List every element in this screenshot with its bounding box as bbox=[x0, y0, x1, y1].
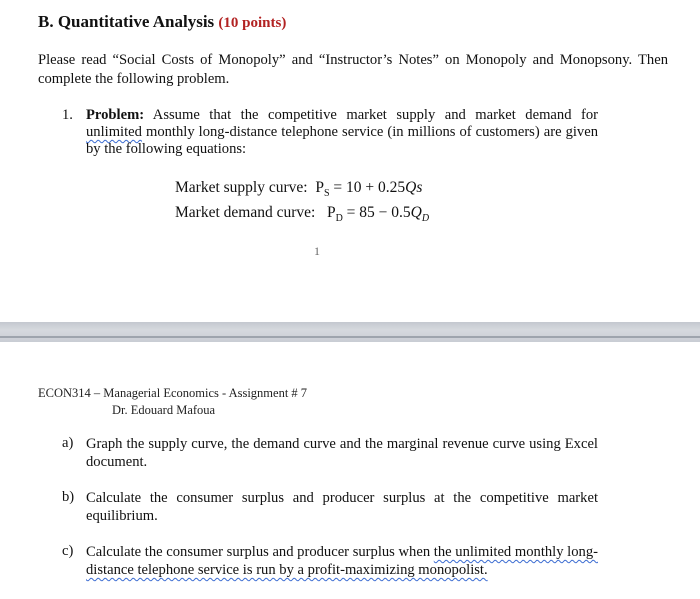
question-a-text: Graph the supply curve, the demand curve and the marginal revenue curve using Excel document. bbox=[86, 436, 598, 470]
question-c-label: c) bbox=[62, 543, 74, 559]
intro-paragraph: Please read “Social Costs of Monopoly” and “Instructor’s Notes” on Monopoly and Monopsony. Then complete the following problem. bbox=[38, 52, 668, 87]
instructor-name: Dr. Edouard Mafoua bbox=[112, 403, 216, 417]
underlined-word: unlimited bbox=[86, 124, 142, 140]
question-c-text bbox=[86, 543, 598, 579]
demand-label: Market demand curve: bbox=[175, 204, 316, 221]
section-title: B. Quantitative Analysis bbox=[38, 12, 215, 31]
problem-text-before: Assume that the competitive market supply and market demand for bbox=[152, 107, 598, 123]
question-c-underlined: the unlimited monthly long-distance telephone service is run by a profit-maximizing monopolist. bbox=[86, 544, 598, 578]
question-a-label: a) bbox=[62, 435, 74, 451]
supply-equation: Market supply curve: $P_S = 10 + 0.25Qs$ bbox=[175, 179, 423, 200]
demand-equation: Market demand curve: $P_D = 85 - 0.5Q_D$ bbox=[175, 204, 430, 225]
page-break-line bbox=[0, 336, 700, 338]
problem-text-after: monthly long-distance telephone service (in millions of customers) are given by the following equations: bbox=[86, 124, 598, 157]
points-label: (10 points) bbox=[218, 15, 287, 31]
section-heading bbox=[38, 12, 286, 32]
page-break bbox=[0, 322, 700, 342]
problem-label: Problem: bbox=[86, 107, 145, 123]
page-number: 1 bbox=[314, 244, 320, 258]
question-b-text: Calculate the consumer surplus and producer surplus at the competitive market equilibrium. bbox=[86, 490, 598, 524]
question-c-text-before: Calculate the consumer surplus and producer surplus when bbox=[86, 544, 431, 560]
supply-label: Market supply curve: bbox=[175, 179, 308, 196]
course-header: ECON314 – Managerial Economics - Assignment # 7 bbox=[38, 386, 308, 400]
problem-number: 1. bbox=[62, 107, 73, 123]
problem-paragraph bbox=[86, 107, 598, 158]
question-b-label: b) bbox=[62, 489, 75, 505]
